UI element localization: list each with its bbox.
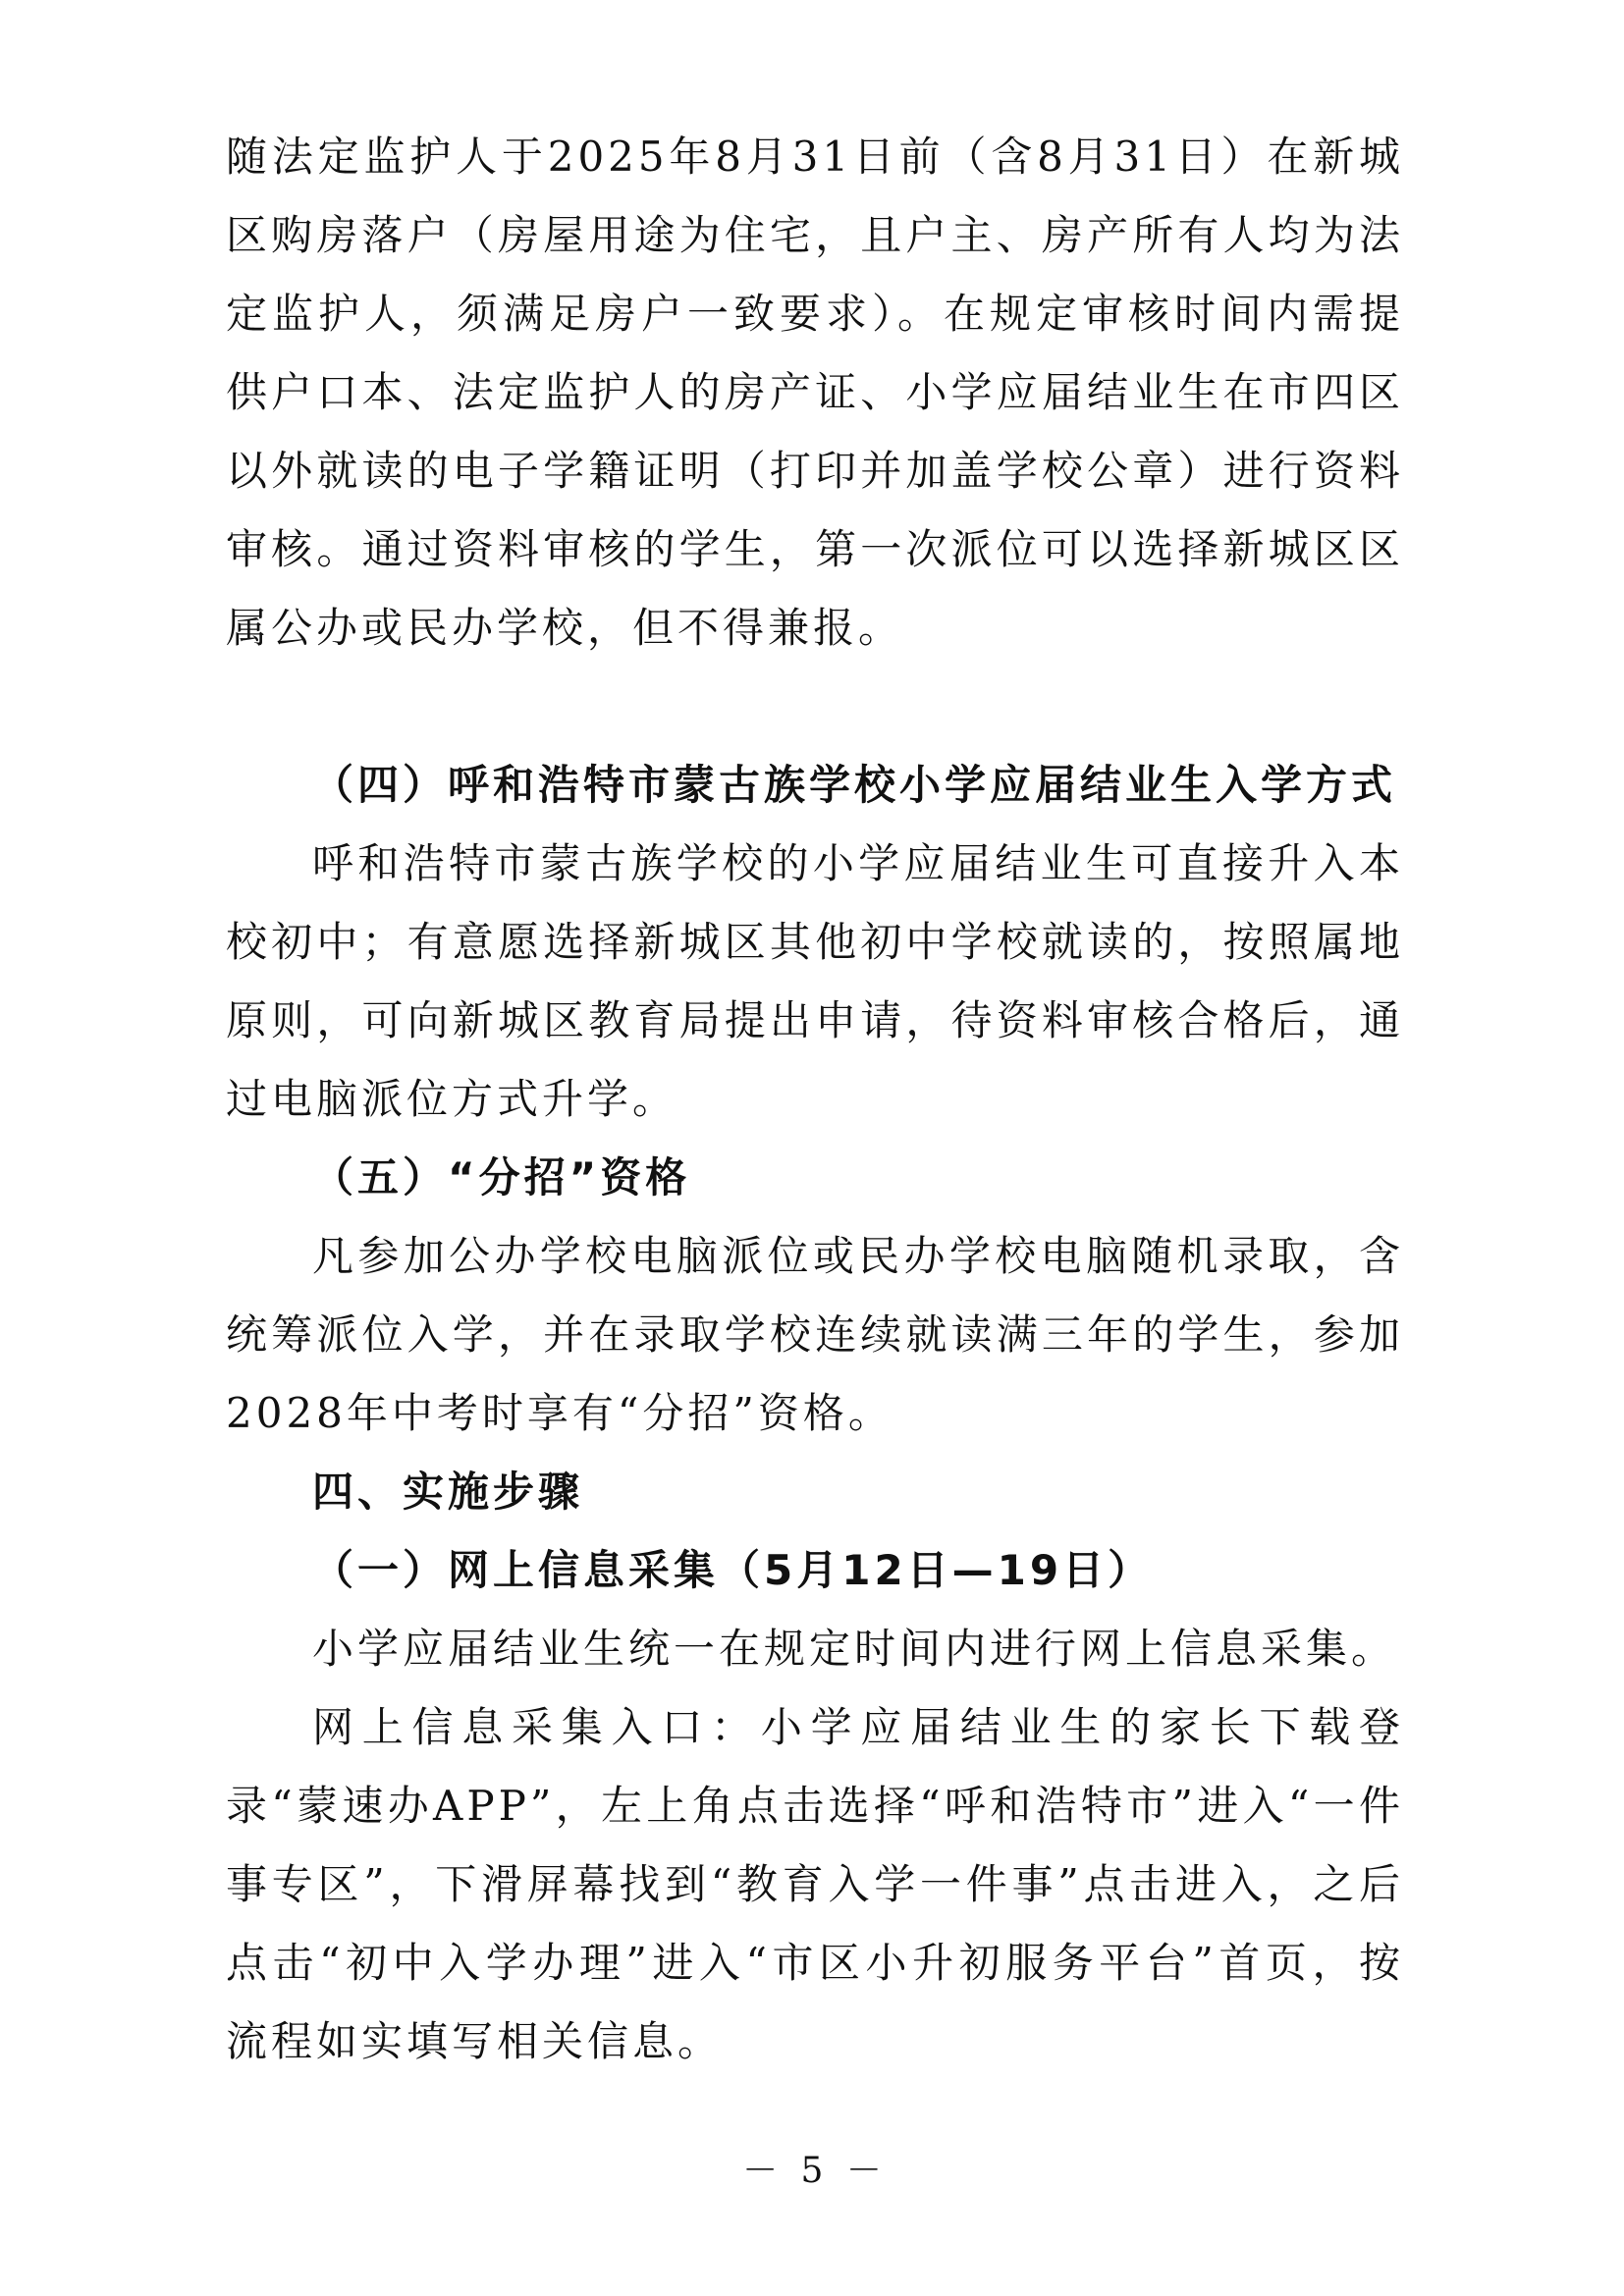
paragraph-fenzhao-qualification: 凡参加公办学校电脑派位或民办学校电脑随机录取，含统筹派位入学，并在录取学校连续就读满三年的学生，参加2028年中考时享有“分招”资格。 — [226, 1232, 1404, 1437]
paragraph-household-registration: 随法定监护人于2025年8月31日前（含8月31日）在新城区购房落户（房屋用途为住宅，且户主、房产所有人均为法定监护人，须满足房户一致要求）。在规定审核时间内需提供户口本、法定监护人的房产证、小学应届结业生在市四区以外就读的电子学籍证明（打印并加盖学校公章）进行资料审核。通过资料审核的学生，第一次派位可以选择新城区区属公办或民办学校，但不得兼报。 — [226, 133, 1404, 652]
page-number: － 5 － — [742, 2151, 888, 2191]
heading-fenzhao-qualification: （五）“分招”资格 — [312, 1153, 691, 1201]
heading-mongolian-school-admission: （四）呼和浩特市蒙古族学校小学应届结业生入学方式 — [312, 761, 1397, 809]
paragraph-online-collection-intro: 小学应届结业生统一在规定时间内进行网上信息采集。 — [312, 1625, 1397, 1673]
paragraph-online-collection-entry: 网上信息采集入口：小学应届结业生的家长下载登录“蒙速办APP”，左上角点击选择“呼和浩特市”进入“一件事专区”，下滑屏幕找到“教育入学一件事”点击进入，之后点击“初中入学办理”进入“市区小升初服务平台”首页，按流程如实填写相关信息。 — [226, 1703, 1404, 2065]
heading-online-info-collection: （一）网上信息采集（5月12日—19日） — [312, 1546, 1154, 1594]
paragraph-mongolian-school-admission: 呼和浩特市蒙古族学校的小学应届结业生可直接升入本校初中；有意愿选择新城区其他初中学校就读的，按照属地原则，可向新城区教育局提出申请，待资料审核合格后，通过电脑派位方式升学。 — [226, 839, 1404, 1123]
document-page — [226, 0, 1404, 2296]
heading-implementation-steps: 四、实施步骤 — [312, 1468, 584, 1516]
